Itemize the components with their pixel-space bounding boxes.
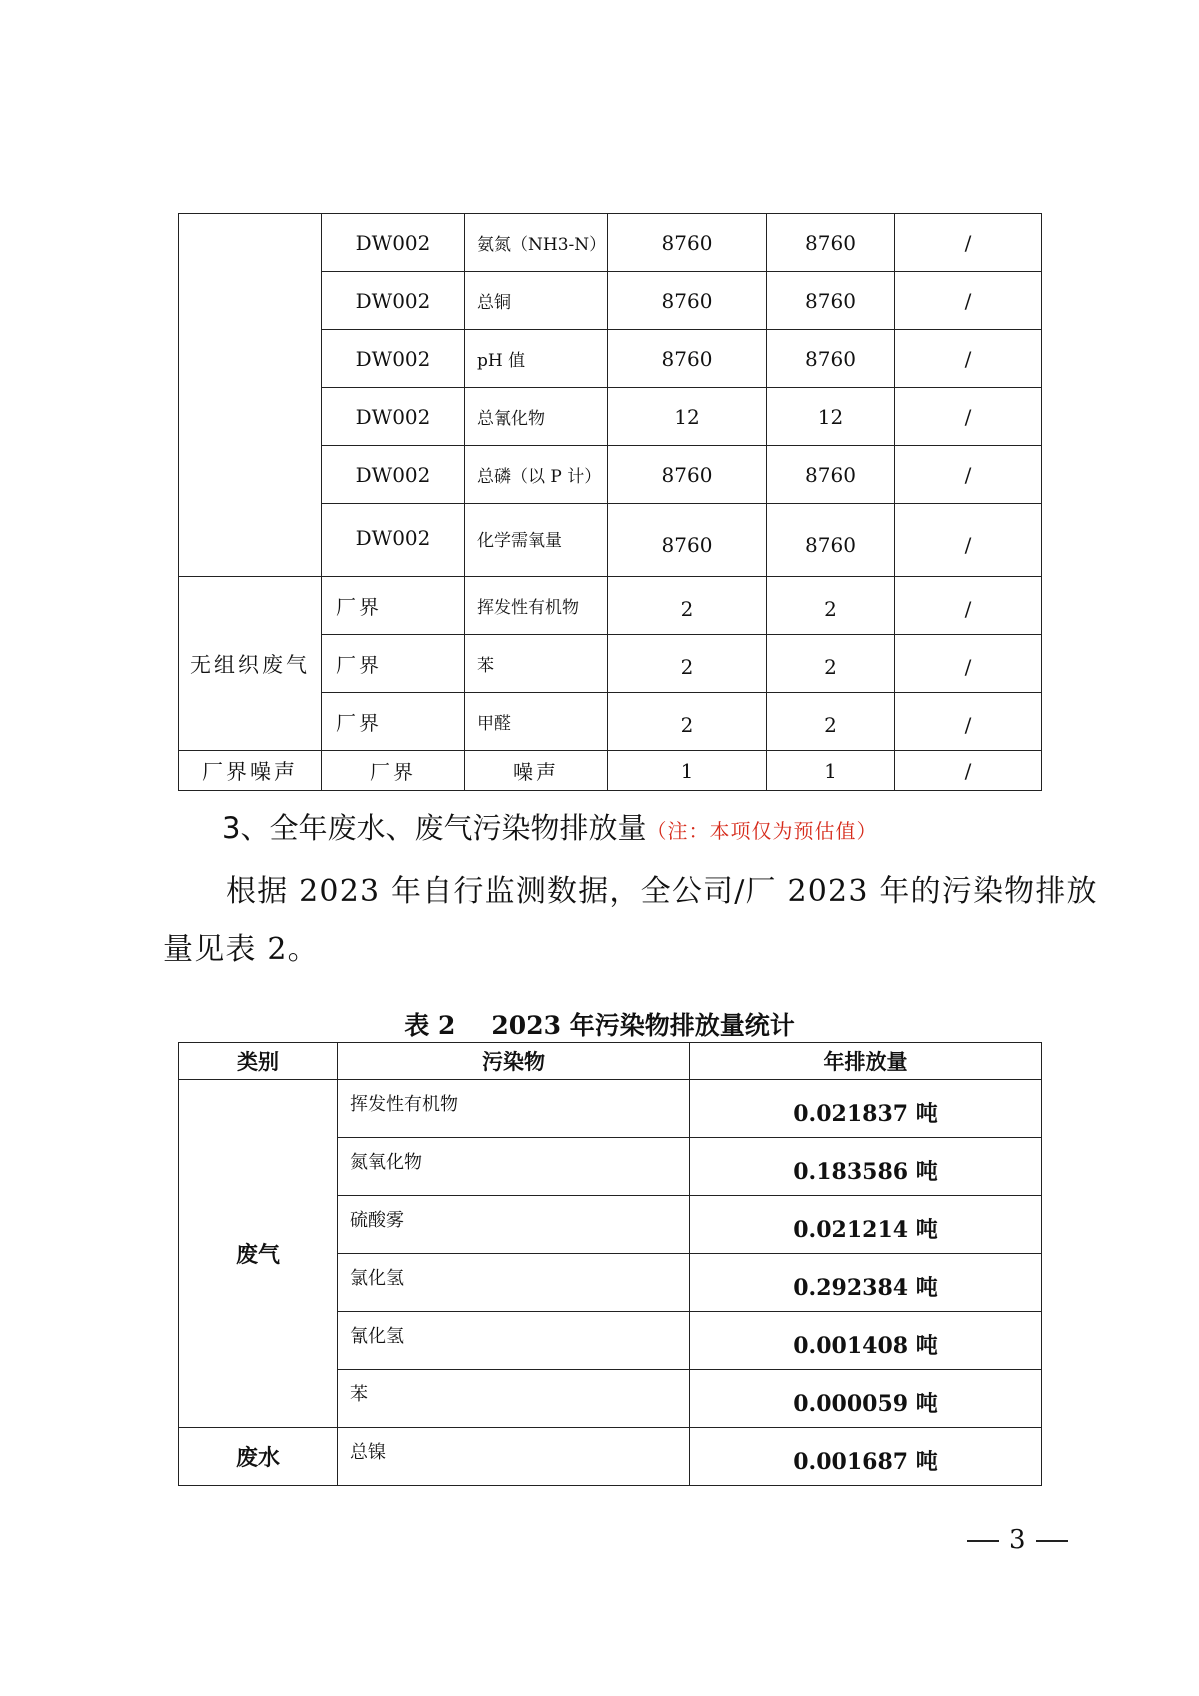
planned-count: 8760 [608, 504, 767, 577]
pollutant-name: 氯化氢 [338, 1254, 690, 1312]
note-cell: / [895, 751, 1042, 791]
category-fugitive-gas: 无组织废气 [179, 577, 322, 751]
pollutant-name: 总镍 [338, 1428, 690, 1486]
annual-emission: 0.292384 吨 [690, 1254, 1042, 1312]
monitoring-point: DW002 [322, 272, 465, 330]
note-cell: / [895, 504, 1042, 577]
table-row [179, 214, 1042, 272]
actual-count: 2 [767, 577, 895, 635]
pollutant-name: 氰化氢 [338, 1312, 690, 1370]
category-cell-empty [179, 214, 322, 577]
annual-emission: 0.001408 吨 [690, 1312, 1042, 1370]
page-number-value: 3 [1009, 1525, 1026, 1555]
planned-count: 8760 [608, 330, 767, 388]
column-header-pollutant: 污染物 [338, 1043, 690, 1080]
actual-count: 8760 [767, 330, 895, 388]
planned-count: 8760 [608, 214, 767, 272]
section-heading-note: （注：本项仅为预估值） [646, 819, 878, 843]
monitoring-point: 厂界 [322, 751, 465, 791]
table-header-row [179, 1043, 1042, 1080]
monitoring-point: DW002 [322, 388, 465, 446]
actual-count: 8760 [767, 272, 895, 330]
actual-count: 12 [767, 388, 895, 446]
actual-count: 8760 [767, 214, 895, 272]
category-boundary-noise: 厂界噪声 [179, 751, 322, 791]
pollutant-name: 化学需氧量 [465, 504, 608, 577]
monitoring-frequency-table [178, 213, 1042, 791]
annual-emission: 0.021837 吨 [690, 1080, 1042, 1138]
pollutant-name: 氮氧化物 [338, 1138, 690, 1196]
note-cell: / [895, 272, 1042, 330]
table-row [179, 577, 1042, 635]
section-heading-text: 3、全年废水、废气污染物排放量 [222, 811, 647, 845]
actual-count: 1 [767, 751, 895, 791]
monitoring-point: DW002 [322, 446, 465, 504]
table-row [179, 751, 1042, 791]
pollutant-name: 苯 [338, 1370, 690, 1428]
page-number [957, 1525, 1078, 1555]
planned-count: 2 [608, 577, 767, 635]
page-number-dash-right [1036, 1540, 1068, 1542]
pollutant-name: 总铜 [465, 272, 608, 330]
pollutant-name: 噪声 [465, 751, 608, 791]
planned-count: 2 [608, 635, 767, 693]
monitoring-point: 厂界 [322, 635, 465, 693]
planned-count: 12 [608, 388, 767, 446]
category-waste-gas: 废气 [179, 1080, 338, 1428]
table-caption-title: 2023 年污染物排放量统计 [491, 1011, 795, 1040]
actual-count: 8760 [767, 504, 895, 577]
note-cell: / [895, 693, 1042, 751]
annual-emission: 0.001687 吨 [690, 1428, 1042, 1486]
monitoring-point: 厂界 [322, 693, 465, 751]
pollutant-name: 甲醛 [465, 693, 608, 751]
table-caption [0, 1006, 1199, 1042]
pollutant-name: 硫酸雾 [338, 1196, 690, 1254]
emissions-table [178, 1042, 1042, 1486]
column-header-category: 类别 [179, 1043, 338, 1080]
pollutant-name: 挥发性有机物 [465, 577, 608, 635]
note-cell: / [895, 388, 1042, 446]
actual-count: 8760 [767, 446, 895, 504]
column-header-annual-emission: 年排放量 [690, 1043, 1042, 1080]
annual-emission: 0.000059 吨 [690, 1370, 1042, 1428]
annual-emission: 0.183586 吨 [690, 1138, 1042, 1196]
note-cell: / [895, 446, 1042, 504]
category-wastewater: 废水 [179, 1428, 338, 1486]
actual-count: 2 [767, 693, 895, 751]
note-cell: / [895, 214, 1042, 272]
section-heading [222, 806, 877, 847]
pollutant-name: 苯 [465, 635, 608, 693]
planned-count: 8760 [608, 446, 767, 504]
monitoring-point: 厂界 [322, 577, 465, 635]
note-cell: / [895, 635, 1042, 693]
table-caption-label: 表 2 [404, 1011, 456, 1040]
table-row [179, 1080, 1042, 1138]
body-paragraph-line-1: 根据 2023 年自行监测数据，全公司/厂 2023 年的污染物排放 [226, 874, 1098, 909]
page-number-dash-left [967, 1540, 999, 1542]
note-cell: / [895, 577, 1042, 635]
planned-count: 8760 [608, 272, 767, 330]
planned-count: 1 [608, 751, 767, 791]
note-cell: / [895, 330, 1042, 388]
monitoring-point: DW002 [322, 214, 465, 272]
table-row [179, 1428, 1042, 1486]
planned-count: 2 [608, 693, 767, 751]
pollutant-name: 氨氮（NH3-N） [465, 214, 608, 272]
pollutant-name: 总氰化物 [465, 388, 608, 446]
actual-count: 2 [767, 635, 895, 693]
monitoring-point: DW002 [322, 504, 465, 577]
body-paragraph-line-2: 量见表 2。 [163, 932, 319, 967]
annual-emission: 0.021214 吨 [690, 1196, 1042, 1254]
pollutant-name: pH 值 [465, 330, 608, 388]
pollutant-name: 挥发性有机物 [338, 1080, 690, 1138]
monitoring-point: DW002 [322, 330, 465, 388]
pollutant-name: 总磷（以 P 计） [465, 446, 608, 504]
